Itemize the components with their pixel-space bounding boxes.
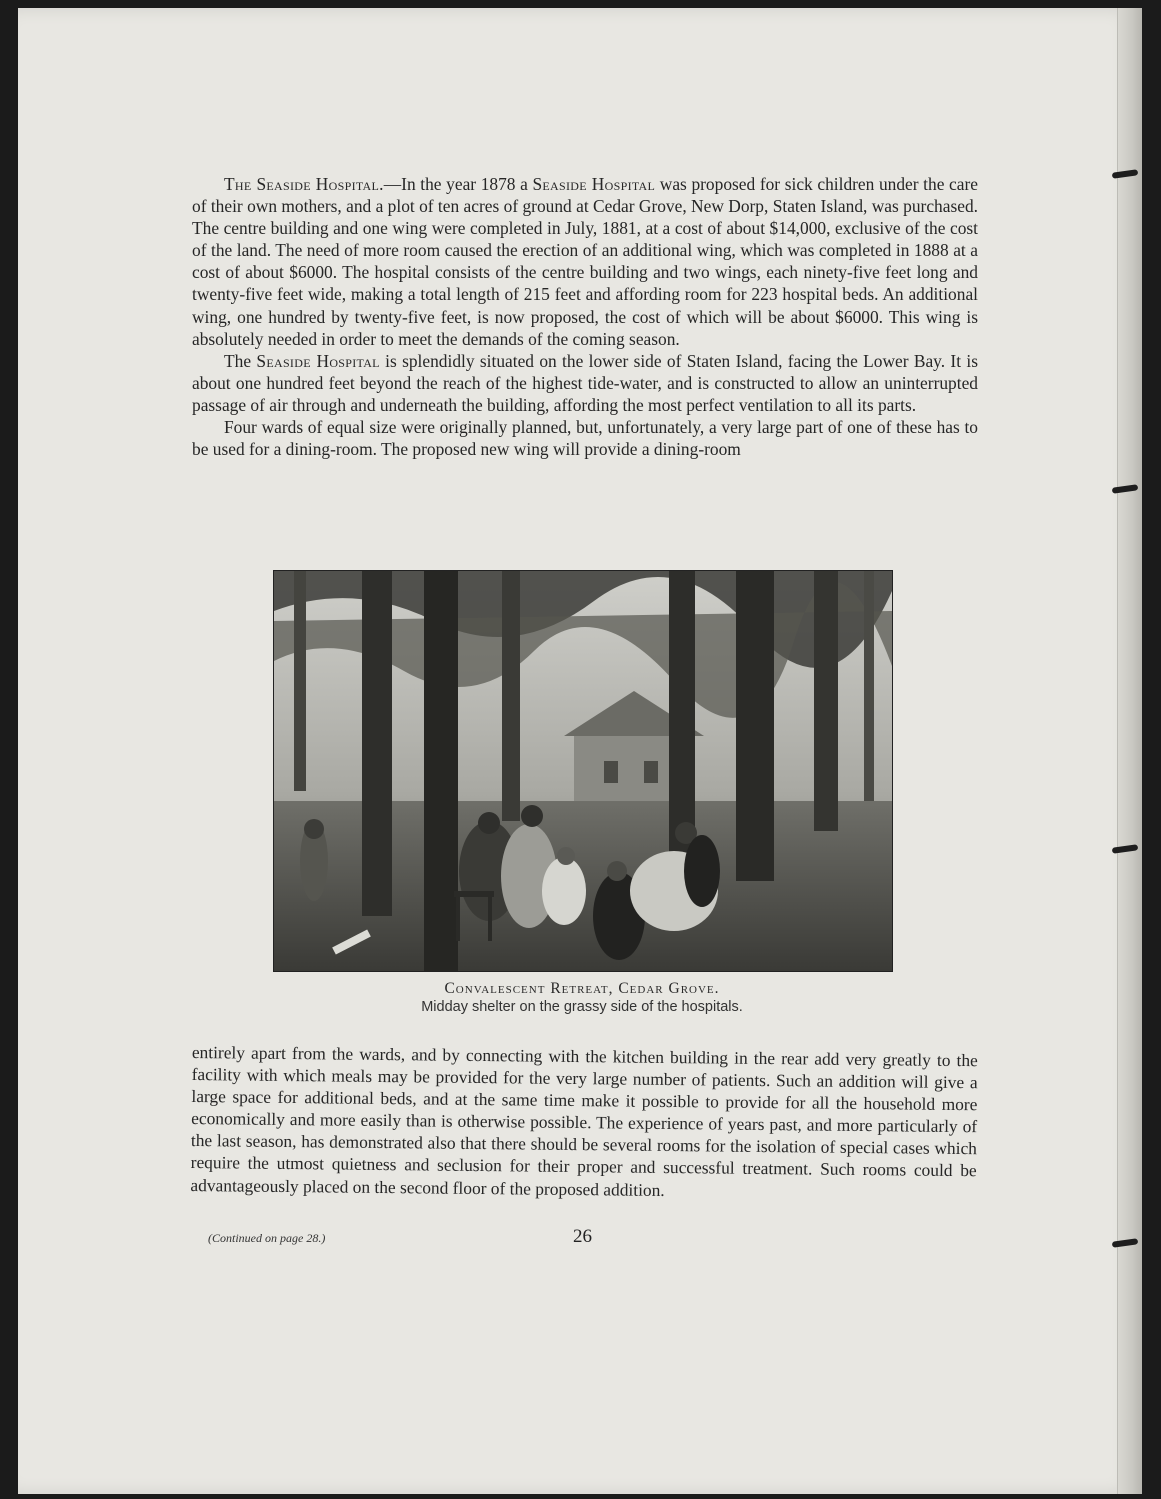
binding-stitch (1112, 1238, 1139, 1248)
article-heading: The Seaside Hospital. (224, 174, 384, 194)
continued-note: (Continued on page 28.) (208, 1231, 326, 1245)
heading-dash: — (383, 174, 402, 194)
article-body-top (192, 173, 978, 460)
figure-caption (273, 980, 891, 1015)
photo-illustration (274, 571, 892, 971)
convalescent-retreat-photo (273, 570, 893, 972)
paragraph-4: entirely apart from the wards, and by connecting with the kitchen building in the rear add very greatly to the facility with which meals may be provided for the very large number of patients. Such an addition will give a large space for additional beds, and at the same time make it possible to provide for all the household more economically and more easily than is otherwise possible. The experience of years past, and more particularly of the last season, has demonstrated also that there should be several rooms for the isolation of special cases which require the utmost quietness and seclusion for their proper and successful treatment. Such rooms could be advantageously placed on the second floor of the proposed addition. (190, 1042, 978, 1200)
binding-stitch (1112, 169, 1139, 179)
hospital-name: Seaside Hospital (532, 174, 656, 194)
paragraph-3: Four wards of equal size were originally planned, but, unfortunately, a very large part of one of these has to be used for a dining-room. The proposed new wing will provide a dining-room (192, 417, 978, 460)
paragraph-1-text-b: was proposed for sick children under the care of their own mothers, and a plot of ten acres of ground at Cedar Grove, New Dorp, Staten Island, was purchased. The centre building and one wing were completed in July, 1881, at a cost of about $14,000, exclusive of the cost of the land. The need of more room caused the erection of an additional wing, which was completed in 1888 at a cost of about $6000. The hospital consists of the centre building and two wings, each ninety-five feet long and twenty-five feet wide, making a total length of 215 feet and affording room for 223 hospital beds. An additional wing, one hundred by twenty-five feet, is now proposed, the cost of which will be about $6000. This wing is absolutely needed in order to meet the demands of the coming season. (192, 174, 978, 349)
page-number: 26 (573, 1226, 592, 1247)
page-spine (1117, 8, 1142, 1494)
binding-stitch (1112, 484, 1139, 494)
paragraph-1-text-a: In the year 1878 a (401, 174, 533, 194)
paragraph-1 (192, 173, 978, 350)
article-body-bottom (190, 1041, 978, 1204)
paragraph-2 (192, 350, 978, 416)
paragraph-2-text-b: is splendidly situated on the lower side of Staten Island, facing the Lower Bay. It is about one hundred feet beyond the reach of the highest tide-water, and is constructed to allow an uninterrupted passage of air through and underneath the building, affording the most perfect ventilation to all its parts. (192, 350, 978, 415)
caption-title: Convalescent Retreat, Cedar Grove. (444, 980, 720, 997)
page (18, 8, 1142, 1494)
hospital-name: Seaside Hospital (256, 350, 380, 371)
caption-subtitle: Midday shelter on the grassy side of the hospitals. (421, 999, 743, 1015)
binding-stitch (1112, 844, 1139, 854)
paragraph-2-text-a: The (224, 350, 257, 371)
